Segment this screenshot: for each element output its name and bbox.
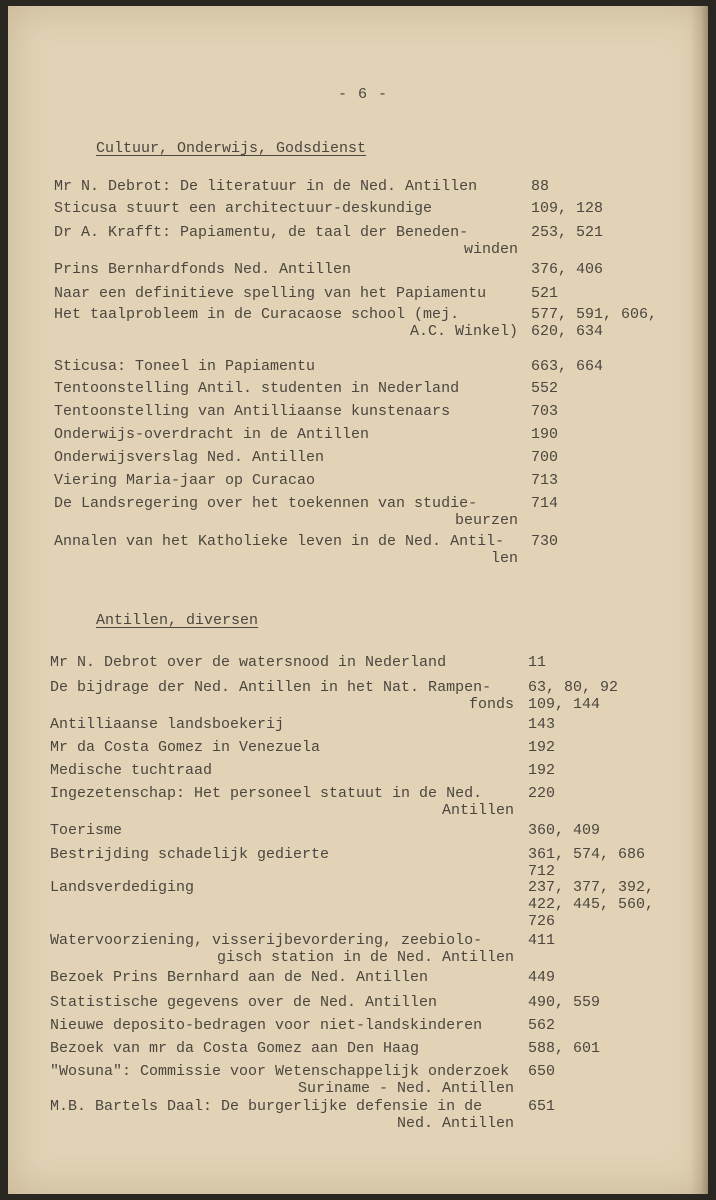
entry-page-numbers: 562 xyxy=(528,1017,556,1034)
entry-page-numbers: 237, 377, 392, xyxy=(528,879,655,896)
entry-page-numbers: 449 xyxy=(528,969,556,986)
document-page xyxy=(8,6,708,1194)
entry-page-numbers: 663, 664 xyxy=(531,358,604,375)
entry-title: Toerisme xyxy=(50,822,123,839)
entry-page-numbers: 192 xyxy=(528,762,556,779)
entry-title: Het taalprobleem in de Curacaose school (mej. xyxy=(54,306,460,323)
entry-title-continued: Ned. Antillen xyxy=(396,1115,514,1132)
entry-title: Statistische gegevens over de Ned. Antillen xyxy=(50,994,438,1011)
entry-title: Medische tuchtraad xyxy=(50,762,213,779)
entry-title: Nieuwe deposito-bedragen voor niet-landskinderen xyxy=(50,1017,483,1034)
entry-page-numbers: 361, 574, 686 xyxy=(528,846,646,863)
entry-title: Bezoek Prins Bernhard aan de Ned. Antillen xyxy=(50,969,429,986)
entry-page-numbers: 143 xyxy=(528,716,556,733)
entry-page-numbers: 588, 601 xyxy=(528,1040,601,1057)
entry-title: Mr N. Debrot over de watersnood in Nederland xyxy=(50,654,447,671)
entry-title: Landsverdediging xyxy=(50,879,195,896)
page-number: - 6 - xyxy=(338,86,389,103)
entry-title-continued: A.C. Winkel) xyxy=(409,323,518,340)
entry-page-numbers: 714 xyxy=(531,495,559,512)
entry-title-continued: gisch station in de Ned. Antillen xyxy=(216,949,514,966)
entry-page-numbers: 253, 521 xyxy=(531,224,604,241)
entry-title: Bezoek van mr da Costa Gomez aan Den Haag xyxy=(50,1040,420,1057)
entry-page-numbers: 422, 445, 560, xyxy=(528,896,655,913)
entry-page-numbers: 490, 559 xyxy=(528,994,601,1011)
entry-page-numbers: 712 xyxy=(528,863,556,880)
entry-title: Mr N. Debrot: De literatuur in de Ned. Antillen xyxy=(54,178,478,195)
entry-title-continued: Antillen xyxy=(441,802,514,819)
entry-page-numbers: 620, 634 xyxy=(531,323,604,340)
entry-page-numbers: 11 xyxy=(528,654,547,671)
entry-title: De Landsregering over het toekennen van studie- xyxy=(54,495,478,512)
entry-page-numbers: 651 xyxy=(528,1098,556,1115)
entry-title: Naar een definitieve spelling van het Papiamentu xyxy=(54,285,487,302)
entry-page-numbers: 577, 591, 606, xyxy=(531,306,658,323)
entry-page-numbers: 63, 80, 92 xyxy=(528,679,619,696)
entry-title: Onderwijs-overdracht in de Antillen xyxy=(54,426,370,443)
entry-title: Tentoonstelling van Antilliaanse kunstenaars xyxy=(54,403,451,420)
entry-title: Dr A. Krafft: Papiamentu, de taal der Beneden- xyxy=(54,224,469,241)
entry-title: "Wosuna": Commissie voor Wetenschappelijk onderzoek xyxy=(50,1063,510,1080)
entry-title-continued: winden xyxy=(463,241,518,258)
section-heading: Antillen, diversen xyxy=(96,612,259,629)
entry-page-numbers: 192 xyxy=(528,739,556,756)
entry-page-numbers: 411 xyxy=(528,932,556,949)
section-heading: Cultuur, Onderwijs, Godsdienst xyxy=(96,140,367,157)
entry-title-continued: beurzen xyxy=(454,512,518,529)
entry-title: Antilliaanse landsboekerij xyxy=(50,716,285,733)
page-binding-shadow xyxy=(690,6,708,1194)
entry-page-numbers: 703 xyxy=(531,403,559,420)
entry-title: Viering Maria-jaar op Curacao xyxy=(54,472,316,489)
entry-page-numbers: 109, 128 xyxy=(531,200,604,217)
entry-title: Watervoorziening, visserijbevordering, zeebiolo- xyxy=(50,932,483,949)
entry-title: Sticusa: Toneel in Papiamentu xyxy=(54,358,316,375)
entry-page-numbers: 713 xyxy=(531,472,559,489)
entry-page-numbers: 376, 406 xyxy=(531,261,604,278)
entry-page-numbers: 190 xyxy=(531,426,559,443)
entry-page-numbers: 650 xyxy=(528,1063,556,1080)
entry-page-numbers: 88 xyxy=(531,178,550,195)
entry-page-numbers: 730 xyxy=(531,533,559,550)
entry-page-numbers: 521 xyxy=(531,285,559,302)
entry-title: Prins Bernhardfonds Ned. Antillen xyxy=(54,261,352,278)
entry-title-continued: len xyxy=(490,550,518,567)
entry-page-numbers: 700 xyxy=(531,449,559,466)
entry-title: Sticusa stuurt een architectuur-deskundige xyxy=(54,200,433,217)
entry-title: Ingezetenschap: Het personeel statuut in de Ned. xyxy=(50,785,483,802)
entry-page-numbers: 220 xyxy=(528,785,556,802)
entry-title: Bestrijding schadelijk gedierte xyxy=(50,846,330,863)
entry-title: Mr da Costa Gomez in Venezuela xyxy=(50,739,321,756)
entry-page-numbers: 726 xyxy=(528,913,556,930)
entry-title-continued: Suriname - Ned. Antillen xyxy=(297,1080,514,1097)
entry-title-continued: fonds xyxy=(468,696,514,713)
entry-page-numbers: 109, 144 xyxy=(528,696,601,713)
entry-title: Annalen van het Katholieke leven in de Ned. Antil- xyxy=(54,533,505,550)
entry-page-numbers: 552 xyxy=(531,380,559,397)
entry-title: M.B. Bartels Daal: De burgerlijke defensie in de xyxy=(50,1098,483,1115)
entry-title: De bijdrage der Ned. Antillen in het Nat. Rampen- xyxy=(50,679,492,696)
entry-title: Onderwijsverslag Ned. Antillen xyxy=(54,449,325,466)
entry-page-numbers: 360, 409 xyxy=(528,822,601,839)
entry-title: Tentoonstelling Antil. studenten in Nederland xyxy=(54,380,460,397)
